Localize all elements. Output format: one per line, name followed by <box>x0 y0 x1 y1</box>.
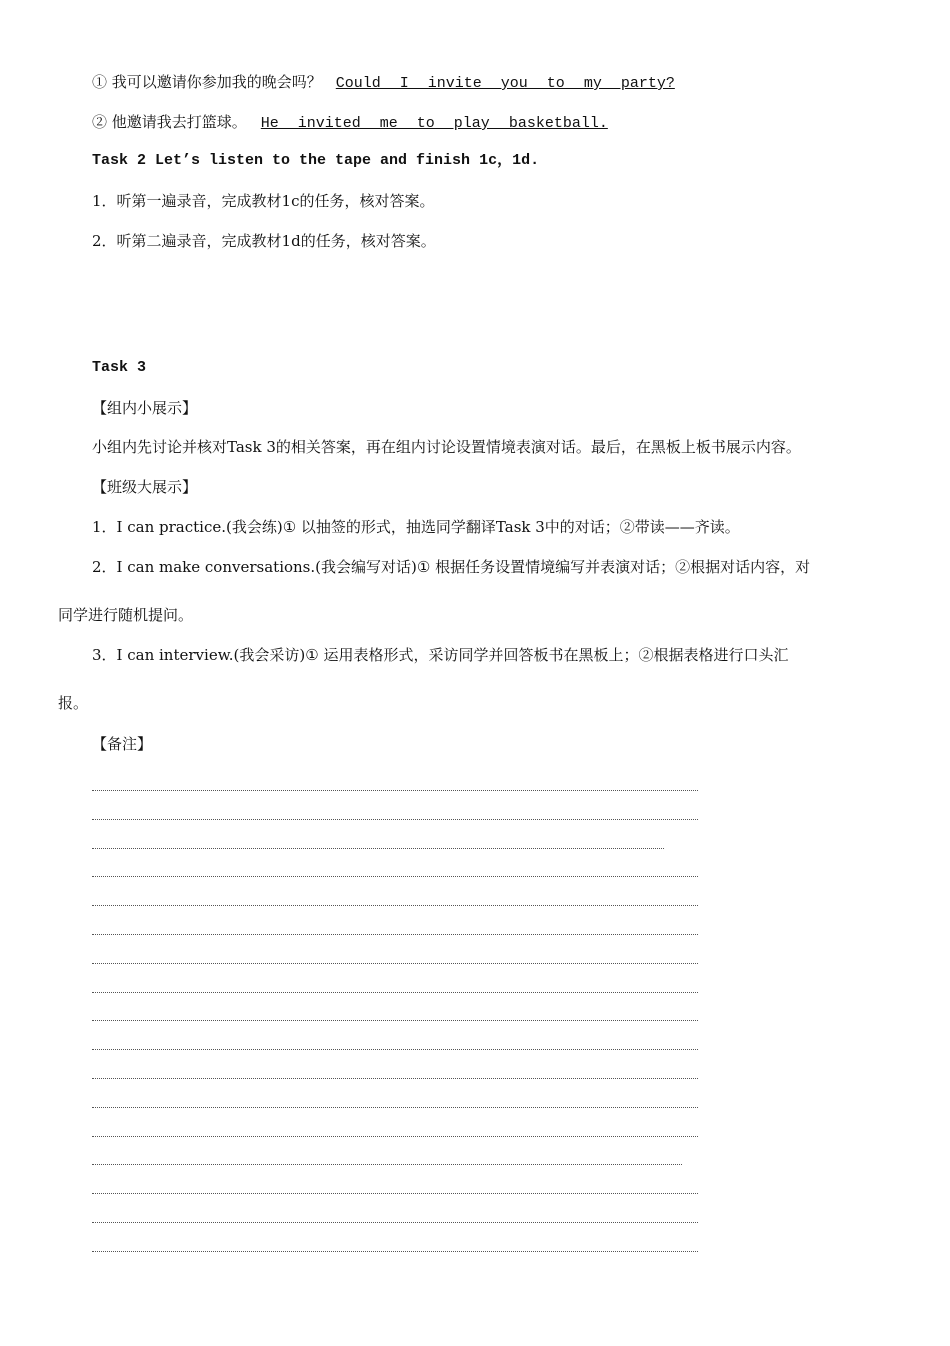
class-show-item-3: 3．I can interview.(我会采访)① 运用表格形式，采访同学并回答板书在黑板上；②根据表格进行口头汇 <box>92 646 789 664</box>
class-show-title: 【班级大展示】 <box>92 478 198 496</box>
notes-title: 【备注】 <box>92 735 153 753</box>
note-line <box>92 1251 698 1252</box>
note-line <box>92 819 698 820</box>
task2-heading: Task 2 Let’s listen to the tape and finish 1c，1d. <box>92 152 540 169</box>
sentence-1 <box>92 71 675 95</box>
note-line <box>92 790 698 791</box>
note-line <box>92 1049 698 1050</box>
task2-item-1: 1．听第一遍录音，完成教材1c的任务，核对答案。 <box>92 192 435 210</box>
class-show-item-2: 2．I can make conversations.(我会编写对话)① 根据任务设置情境编写并表演对话；②根据对话内容，对 <box>92 558 811 576</box>
sentence-1-prompt: ① 我可以邀请你参加我的晚会吗？ <box>92 73 322 91</box>
group-show-text: 小组内先讨论并核对Task 3的相关答案，再在组内讨论设置情境表演对话。最后，在黑板上板书展示内容。 <box>92 438 801 456</box>
note-line <box>92 934 698 935</box>
task2-item-2: 2．听第二遍录音，完成教材1d的任务，核对答案。 <box>92 232 436 250</box>
note-line <box>92 905 698 906</box>
sentence-2 <box>92 111 608 135</box>
note-line <box>92 1164 682 1165</box>
note-line <box>92 1193 698 1194</box>
group-show-title: 【组内小展示】 <box>92 399 198 417</box>
note-line <box>92 1107 698 1108</box>
class-show-item-3-cont: 报。 <box>58 694 89 712</box>
note-line <box>92 1020 698 1021</box>
note-line <box>92 1222 698 1223</box>
sentence-1-answer: Could I invite you to my party? <box>335 75 675 92</box>
sentence-2-prompt: ② 他邀请我去打篮球。 <box>92 113 247 131</box>
class-show-item-2-cont: 同学进行随机提问。 <box>58 606 194 624</box>
note-line <box>92 1136 698 1137</box>
note-line <box>92 992 698 993</box>
task3-heading: Task 3 <box>92 359 147 376</box>
note-line <box>92 963 698 964</box>
sentence-2-answer: He invited me to play basketball. <box>260 115 608 132</box>
note-line <box>92 1078 698 1079</box>
note-line <box>92 876 698 877</box>
note-line <box>92 848 664 849</box>
class-show-item-1: 1．I can practice.(我会练)① 以抽签的形式，抽选同学翻译Task 3中的对话；②带读——齐读。 <box>92 518 740 536</box>
